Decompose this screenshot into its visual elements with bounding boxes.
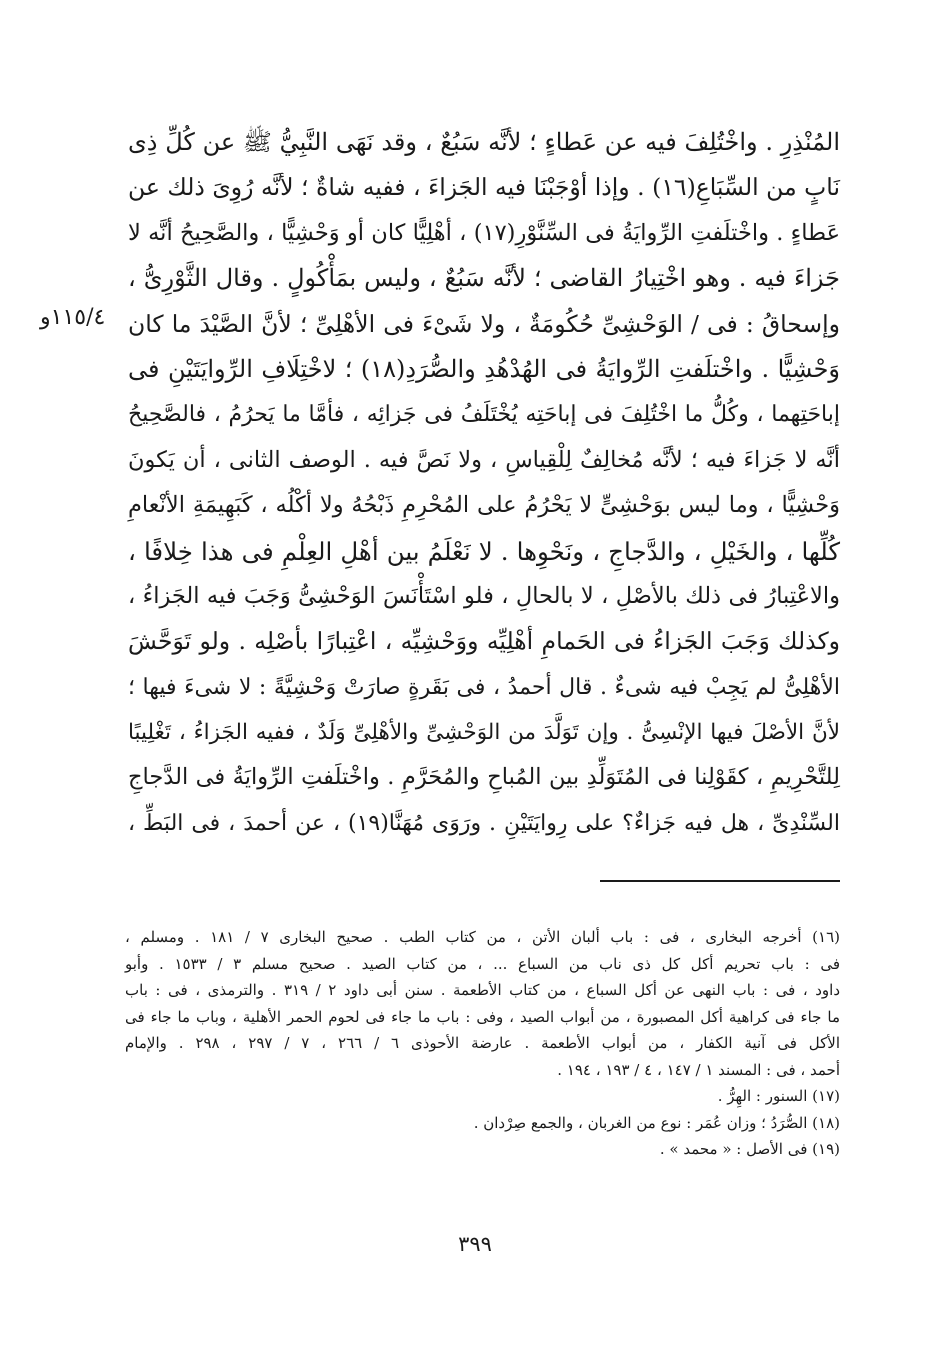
text-line: وإسحاقُ : فى / الوَحْشِىِّ حُكُومَةٌ ، ولا شَىْءَ فى الأهْلِىِّ ؛ لأنَّ الصَّيْدَ ما كان: [128, 309, 840, 338]
text-line: كُلِّها ، والخَيْلِ ، والدَّجاجِ ، ونَحْوِها . لا نَعْلَمُ بين أهْلِ العِلْمِ فى هذا خِلافًا ،: [128, 536, 840, 566]
footnote-line: (١٦) أخرجه البخارى ، فى : باب ألبان الأتن ، من كتاب الطب . صحيح البخارى ٧ / ١٨١ . ومسلم ،: [125, 928, 840, 946]
text-line: وَحْشِيًّا . واخْتلَفتِ الرِّوايَةُ فى الهُدْهُدِ والصُّرَدِ(١٨) ؛ لاخْتِلَافِ الرِّوايَتَيْنِ فى: [128, 354, 840, 383]
footnote-line: الأكل فى آنية الكفار ، من أبواب الأطعمة . عارضة الأحوذى ٦ / ٢٦٦ ، ٧ / ٢٩٧ ، ٢٩٨ . والإمام: [125, 1034, 840, 1052]
footnote-separator: [600, 880, 840, 882]
footnote-line: فى : باب تحريم أكل كل ذى ناب من السباع ... ، من كتاب الصيد . صحيح مسلم ٣ / ١٥٣٣ . وأبو: [125, 954, 841, 973]
text-line: وكذلك وَجَبَ الجَزاءُ فى الحَمامِ أهْلِيِّه ووَحْشِيِّه ، اعْتِبارًا بأصْلِه . ولو تَوَحَّشَ: [128, 627, 840, 656]
footnote-line: ما جاء فى كراهية أكل المصبورة ، من أبواب الصيد ، وفى : باب ما جاء فى لحوم الحمر الأهلية ، وباب ما جاء فى: [125, 1007, 840, 1026]
text-line: السِّنْدِىِّ ، هل فيه جَزاءٌ؟ على رِوايَتَيْنِ . ورَوَى مُهَنَّا(١٩) ، عن أحمدَ ، فى البَطِّ ،: [128, 810, 840, 836]
text-line: وَحْشِيًّا ، وما ليس بوَحْشِىٍّ لا يَحْرُمُ على المُحْرِمِ ذَبْحُهُ ولا أكْلُه ، كَبَهِيمَةِ الأنْعامِ: [128, 492, 840, 519]
footnote-line: (١٧) السنور : الهِرُّ .: [717, 1087, 840, 1105]
text-line: والاعْتِبارُ فى ذلك بالأصْلِ ، لا بالحالِ ، فلو اسْتَأْنَسَ الوَحْشِىُّ وَجَبَ فيه الجَزاءُ ،: [128, 582, 840, 609]
footnote-line: (١٨) الصُّرَدُ ؛ وزان عُمَر : نوع من الغربان ، والجمع صِرْدان .: [473, 1113, 840, 1132]
text-line: الأهْلِىُّ لم يَجِبْ فيه شىءٌ . قال أحمدُ ، فى بَقَرةٍ صارَتْ وَحْشِيَّةً : لا شىءَ فيها ؛: [128, 674, 840, 700]
text-line: أنَّه لا جَزاءَ فيه ؛ لأنَّه مُخالِفٌ لِلْقِياسِ ، ولا نَصَّ فيه . الوصف الثانى ، أن يَكونَ: [128, 446, 840, 473]
text-line: المُنْذِرِ . واخْتُلِفَ فيه عن عَطاءٍ ؛ لأنَّه سَبُعٌ ، وقد نَهَى النَّبِيُّ ﷺ عن كُلِّ ذِى: [128, 128, 840, 156]
text-line: جَزاءَ فيه . وهو اخْتِيارُ القاضى ؛ لأنَّه سَبُعٌ ، وليس بمَأْكُولٍ . وقال الثَّوْرِىُّ ،: [128, 264, 840, 293]
text-line: لِلتَّحْرِيمِ ، كقَوْلِنا فى المُتَوَلِّدِ بين المُباحِ والمُحَرَّمِ . واخْتلَفتِ الرِّوايَةُ فى الدَّجاجِ: [128, 764, 840, 791]
footnote-line: (١٩) فى الأصل : « محمد » .: [659, 1140, 840, 1158]
page-number: ٣٩٩: [458, 1232, 492, 1256]
footnote-line: أحمد ، فى : المسند ١ / ١٤٧ ، ٤ / ١٩٣ ، ١٩٤ .: [557, 1060, 840, 1079]
text-line: نَابٍ من السِّبَاعِ(١٦) . وإذا أوْجَبْنَا فيه الجَزاءَ ، ففيه شاةٌ ؛ لأنَّه رُوِىَ ذلك عن: [128, 173, 840, 202]
main-text-block: [128, 120, 840, 846]
margin-folio-reference: ١١٥/٤و: [40, 305, 106, 330]
footnotes-block: [125, 924, 840, 1163]
text-line: لأنَّ الأصْلَ فيها الإنْسِىُّ . وإن تَوَلَّدَ من الوَحْشِىِّ والأهْلِىِّ وَلَدٌ ، ففيه الجَزاءُ ، تَغْلِيبًا: [128, 720, 840, 746]
text-line: عَطاءٍ . واخْتلَفتِ الرِّوايَةُ فى السِّنَّوْرِ(١٧) ، أهْلِيًّا كان أو وَحْشِيًّا ، والصَّحِيحُ أنَّه لا: [128, 219, 841, 246]
footnote-line: داود ، فى : باب النهى عن أكل السباع ، من كتاب الأطعمة . سنن أبى داود ٢ / ٣١٩ . والترمذى ، فى : باب: [125, 981, 840, 999]
text-line: إباحَتِهما ، وكُلُّ ما اخْتُلِفَ فى إباحَتِه يُخْتَلَفُ فى جَزائِه ، فأمَّا ما يَحرُمُ ، فالصَّحِيحُ: [128, 402, 840, 428]
